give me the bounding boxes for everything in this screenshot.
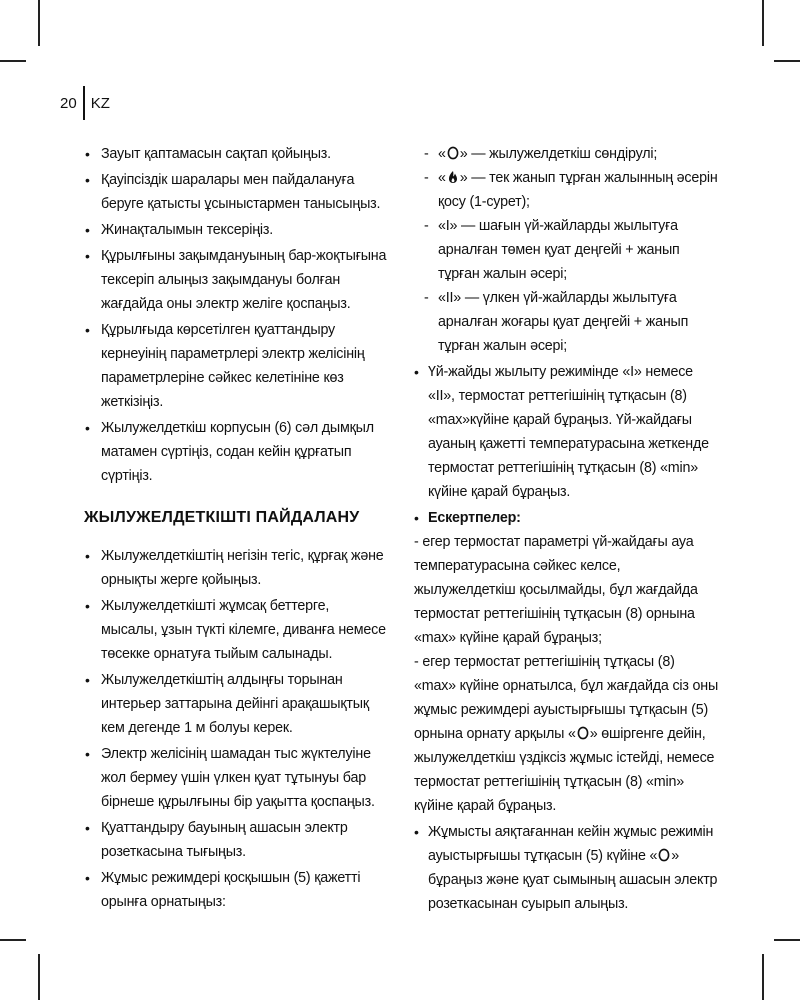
note-text	[414, 530, 720, 818]
list-item: • Жылужелдеткіштің негізін тегіс, құрғақ және орнықты жерге қойыңыз.	[84, 544, 388, 592]
list-item: • Жылужелдеткішті жұмсақ беттерге, мысалы, ұзын түкті кілемге, диванға немесе төсекке орнатуға тыйым салынады.	[84, 594, 388, 666]
crop-mark	[38, 954, 40, 1000]
crop-mark	[762, 0, 764, 46]
instructions-list	[414, 360, 720, 916]
mode-list	[414, 142, 720, 358]
list-item: • Қауіпсіздік шаралары мен пайдалануға беруге қатысты ұсыныстармен танысыңыз.	[84, 168, 388, 216]
mode-item: - «I» — шағын үй-жайларды жылытуға арналған төмен қуат деңгейі + жанып тұрған жалын әсері;	[414, 214, 720, 286]
list-item: • Жинақталымын тексеріңіз.	[84, 218, 388, 242]
preparation-list	[84, 142, 388, 488]
list-item: • Жұмыс режимдері қосқышын (5) қажетті орынға орнатыңыз:	[84, 866, 388, 914]
power-off-icon	[658, 848, 670, 862]
mode-item: - « » — тек жанып тұрған жалынның әсерін қосу (1-сурет);	[414, 166, 720, 214]
left-column	[84, 142, 388, 916]
header-divider	[83, 86, 85, 120]
crop-mark	[38, 0, 40, 46]
flame-icon	[447, 170, 459, 184]
crop-mark	[0, 939, 26, 941]
crop-mark	[774, 939, 800, 941]
notes-item	[414, 506, 720, 818]
language-code: KZ	[90, 94, 110, 112]
crop-mark	[0, 60, 26, 62]
right-column	[414, 142, 720, 918]
note-1: - егер термостат параметрі үй-жайдағы ауа температурасына сәйкес келсе, жылужелдеткіш қосылмайды, бұл жағдайда термостат реттегішінің тұтқасын (8) орнына «max» күйіне қарай бұраңыз;	[414, 534, 698, 646]
list-item: • Қуаттандыру бауының ашасын электр розеткасына тығыңыз.	[84, 816, 388, 864]
crop-mark	[762, 954, 764, 1000]
crop-mark	[774, 60, 800, 62]
list-item: • Үй-жайды жылыту режимінде «I» немесе «II», термостат реттегішінің тұтқасын (8) «max»күйіне қарай бұраңыз. Үй-жайдағы ауаның қажетті температурасына жеткенде термостат реттегішінің тұтқасын (8) «min» күйіне қарай бұраңыз.	[414, 360, 720, 504]
usage-list	[84, 544, 388, 914]
list-item: • Жылужелдеткіш корпусын (6) сәл дымқыл матамен сүртіңіз, содан кейін құрғатып сүртіңіз.	[84, 416, 388, 488]
page-number: 20	[60, 94, 77, 112]
note-2: - егер термостат реттегішінің тұтқасы (8) «max» күйіне орнатылса, бұл жағдайда сіз оны жұмыс режимдері ауыстырғышы тұтқасын (5) орнына орнату арқылы « » өшіргенге дейін, жылужелдеткіш үздіксіз жұмыс істейді, немесе термостат реттегішінің тұтқасын (8) «min» күйіне қарай бұраңыз.	[414, 654, 719, 814]
notes-label: • Ескертпелер:	[428, 510, 521, 526]
list-item: • Құрылғыны зақымдануының бар-жоқтығына тексеріп алыңыз зақымдануы болған жағдайда оны электр желіге қоспаңыз.	[84, 244, 388, 316]
list-item: • Жылужелдеткіштің алдыңғы торынан интерьер заттарына дейінгі арақашықтық кем дегенде 1 м болуы керек.	[84, 668, 388, 740]
mode-item: - « » — жылужелдеткіш сөндірулі;	[414, 142, 720, 166]
list-item: • Электр желісінің шамадан тыс жүктелуіне жол бермеу үшін үлкен қуат тұтынуы бар бірнеше құрылғыны бір уақытта қоспаңыз.	[84, 742, 388, 814]
list-item: • Зауыт қаптамасын сақтап қойыңыз.	[84, 142, 388, 166]
list-item: • Жұмысты аяқтағаннан кейін жұмыс режимін ауыстырғышы тұтқасын (5) күйіне « » бұраңыз және қуат сымының ашасын электр розеткасынан суырып алыңыз.	[414, 820, 720, 916]
power-off-icon	[577, 726, 589, 740]
list-item: • Құрылғыда көрсетілген қуаттандыру кернеуінің параметрлері электр желісінің параметрлеріне сәйкес келетініне көз жеткізіңіз.	[84, 318, 388, 414]
page-header	[60, 90, 110, 116]
power-off-icon	[447, 146, 459, 160]
mode-item: - «II» — үлкен үй-жайларды жылытуға арналған жоғары қуат деңгейі + жанып тұрған жалын әсері;	[414, 286, 720, 358]
section-heading: ЖЫЛУЖЕЛДЕТКІШТІ ПАЙДАЛАНУ	[84, 509, 360, 526]
